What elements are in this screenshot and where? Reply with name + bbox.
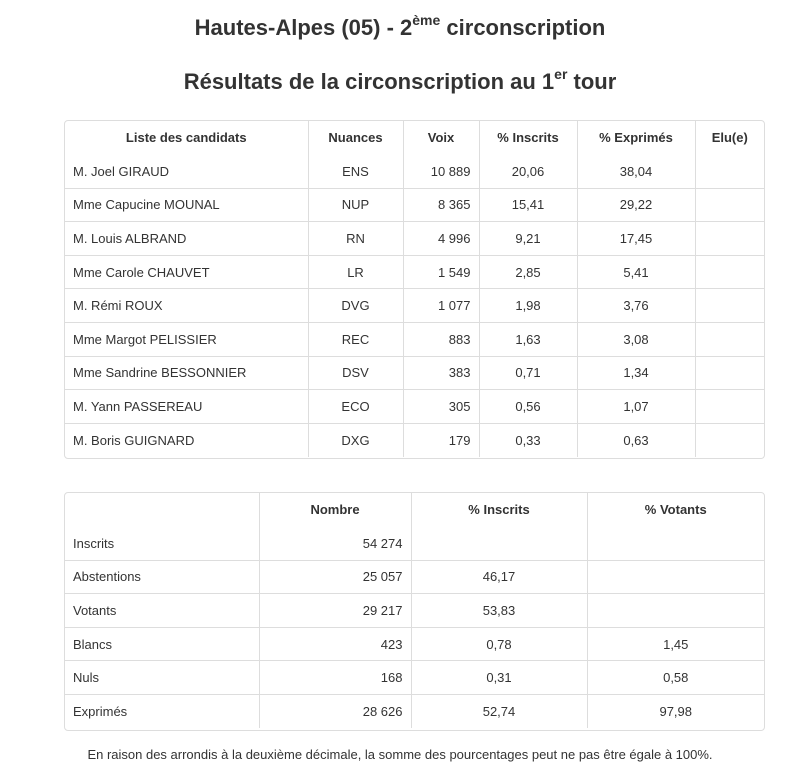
page-subtitle xyxy=(0,66,800,98)
candidate-name: M. Joel GIRAUD xyxy=(65,155,308,189)
candidate-nuance: DVG xyxy=(308,289,403,323)
candidate-nuance: ENS xyxy=(308,155,403,189)
candidate-pct-inscrits: 1,63 xyxy=(479,323,577,357)
candidate-row xyxy=(65,155,764,189)
candidate-row xyxy=(65,255,764,289)
candidate-row xyxy=(65,222,764,256)
candidate-row xyxy=(65,423,764,457)
candidate-name: M. Boris GUIGNARD xyxy=(65,423,308,457)
footnote: En raison des arrondis à la deuxième décimale, la somme des pourcentages peut ne pas être égale à 100%. xyxy=(87,747,713,762)
candidate-elu xyxy=(695,356,764,390)
candidate-pct-exprimes: 38,04 xyxy=(577,155,695,189)
stats-label: Nuls xyxy=(65,661,259,695)
page-subtitle-suffix: tour xyxy=(567,69,617,94)
stats-pct-votants xyxy=(587,527,764,561)
candidate-row xyxy=(65,323,764,357)
candidate-pct-exprimes: 3,76 xyxy=(577,289,695,323)
candidate-voix: 305 xyxy=(403,390,479,424)
candidate-nuance: ECO xyxy=(308,390,403,424)
page-title xyxy=(0,12,800,44)
stats-pct-inscrits: 0,31 xyxy=(411,661,587,695)
stats-pct-votants: 0,58 xyxy=(587,661,764,695)
candidate-row xyxy=(65,356,764,390)
candidate-pct-exprimes: 0,63 xyxy=(577,423,695,457)
stats-pct-inscrits: 0,78 xyxy=(411,627,587,661)
stats-row xyxy=(65,594,764,628)
candidate-voix: 8 365 xyxy=(403,188,479,222)
stats-table-container xyxy=(64,492,765,731)
candidate-name: Mme Margot PELISSIER xyxy=(65,323,308,357)
stats-pct-inscrits: 53,83 xyxy=(411,594,587,628)
stats-pct-votants xyxy=(587,560,764,594)
stats-label: Exprimés xyxy=(65,695,259,729)
candidate-pct-exprimes: 1,07 xyxy=(577,390,695,424)
candidate-pct-exprimes: 17,45 xyxy=(577,222,695,256)
header-candidates: Liste des candidats xyxy=(65,121,308,155)
candidate-row xyxy=(65,289,764,323)
candidate-pct-exprimes: 3,08 xyxy=(577,323,695,357)
candidate-pct-inscrits: 1,98 xyxy=(479,289,577,323)
candidate-pct-inscrits: 0,71 xyxy=(479,356,577,390)
candidate-pct-exprimes: 1,34 xyxy=(577,356,695,390)
candidate-voix: 179 xyxy=(403,423,479,457)
candidate-pct-exprimes: 29,22 xyxy=(577,188,695,222)
stats-label: Abstentions xyxy=(65,560,259,594)
stats-nombre: 423 xyxy=(259,627,411,661)
stats-header-row xyxy=(65,493,764,527)
candidate-elu xyxy=(695,323,764,357)
candidate-nuance: NUP xyxy=(308,188,403,222)
stats-label: Inscrits xyxy=(65,527,259,561)
page-title-superscript: ème xyxy=(412,11,441,28)
stats-label: Votants xyxy=(65,594,259,628)
candidate-pct-inscrits: 20,06 xyxy=(479,155,577,189)
candidate-voix: 1 549 xyxy=(403,255,479,289)
stats-row xyxy=(65,661,764,695)
candidates-header-row xyxy=(65,121,764,155)
header-blank xyxy=(65,493,259,527)
candidate-row xyxy=(65,390,764,424)
candidate-elu xyxy=(695,390,764,424)
candidate-nuance: LR xyxy=(308,255,403,289)
page-title-prefix: Hautes-Alpes (05) - 2 xyxy=(194,15,413,40)
candidate-elu xyxy=(695,289,764,323)
candidate-elu xyxy=(695,423,764,457)
candidate-voix: 383 xyxy=(403,356,479,390)
header-elu: Elu(e) xyxy=(695,121,764,155)
stats-row xyxy=(65,627,764,661)
header-pct-inscrits: % Inscrits xyxy=(479,121,577,155)
stats-nombre: 29 217 xyxy=(259,594,411,628)
header-voix: Voix xyxy=(403,121,479,155)
candidate-pct-inscrits: 0,56 xyxy=(479,390,577,424)
candidate-elu xyxy=(695,155,764,189)
candidate-name: M. Rémi ROUX xyxy=(65,289,308,323)
candidate-voix: 4 996 xyxy=(403,222,479,256)
stats-pct-votants xyxy=(587,594,764,628)
stats-nombre: 28 626 xyxy=(259,695,411,729)
candidates-table xyxy=(65,121,764,457)
stats-pct-votants: 1,45 xyxy=(587,627,764,661)
candidate-voix: 883 xyxy=(403,323,479,357)
stats-table xyxy=(65,493,764,728)
stats-pct-inscrits xyxy=(411,527,587,561)
candidates-table-container xyxy=(64,120,765,459)
candidate-nuance: RN xyxy=(308,222,403,256)
candidate-voix: 1 077 xyxy=(403,289,479,323)
candidate-elu xyxy=(695,255,764,289)
candidate-name: Mme Carole CHAUVET xyxy=(65,255,308,289)
stats-pct-inscrits: 46,17 xyxy=(411,560,587,594)
candidate-pct-inscrits: 9,21 xyxy=(479,222,577,256)
header-nuances: Nuances xyxy=(308,121,403,155)
stats-nombre: 168 xyxy=(259,661,411,695)
page-subtitle-superscript: er xyxy=(554,65,568,82)
stats-pct-votants: 97,98 xyxy=(587,695,764,729)
header-pct-votants: % Votants xyxy=(587,493,764,527)
page-subtitle-prefix: Résultats de la circonscription au 1 xyxy=(183,69,555,94)
candidate-pct-inscrits: 15,41 xyxy=(479,188,577,222)
stats-label: Blancs xyxy=(65,627,259,661)
candidate-name: Mme Capucine MOUNAL xyxy=(65,188,308,222)
candidate-pct-inscrits: 0,33 xyxy=(479,423,577,457)
candidate-nuance: REC xyxy=(308,323,403,357)
stats-pct-inscrits: 52,74 xyxy=(411,695,587,729)
header-nombre: Nombre xyxy=(259,493,411,527)
stats-row xyxy=(65,527,764,561)
header-pct-exprimes: % Exprimés xyxy=(577,121,695,155)
stats-row xyxy=(65,695,764,729)
candidate-elu xyxy=(695,188,764,222)
stats-nombre: 54 274 xyxy=(259,527,411,561)
candidate-nuance: DXG xyxy=(308,423,403,457)
candidate-name: M. Yann PASSEREAU xyxy=(65,390,308,424)
candidate-pct-inscrits: 2,85 xyxy=(479,255,577,289)
header-pct-inscrits: % Inscrits xyxy=(411,493,587,527)
candidate-row xyxy=(65,188,764,222)
candidate-elu xyxy=(695,222,764,256)
page-title-suffix: circonscription xyxy=(440,15,606,40)
candidate-pct-exprimes: 5,41 xyxy=(577,255,695,289)
stats-row xyxy=(65,560,764,594)
stats-nombre: 25 057 xyxy=(259,560,411,594)
candidate-name: M. Louis ALBRAND xyxy=(65,222,308,256)
candidate-nuance: DSV xyxy=(308,356,403,390)
candidate-name: Mme Sandrine BESSONNIER xyxy=(65,356,308,390)
candidate-voix: 10 889 xyxy=(403,155,479,189)
